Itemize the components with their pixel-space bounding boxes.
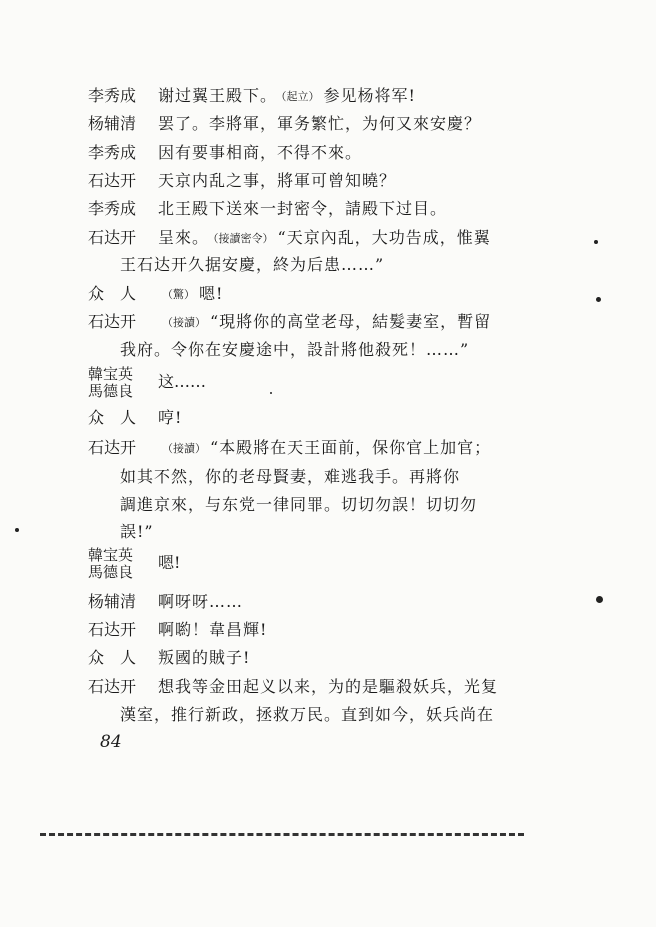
dialogue-line	[88, 171, 396, 191]
continuation-line: 如其不然，你的老母賢妻，难逃我手。再將你	[120, 467, 461, 486]
scan-rule-line	[40, 833, 524, 836]
stage-direction: （接讀密令）	[213, 232, 274, 245]
speaker: 李秀成	[88, 86, 137, 105]
dialogue-line	[88, 592, 243, 612]
dialogue-line	[88, 143, 362, 163]
stage-direction: （接讀）	[162, 316, 206, 329]
speaker: 馬德良	[88, 563, 134, 581]
speech-text: 叛國的賊子!	[158, 648, 251, 667]
stage-direction: （起立）	[281, 90, 320, 103]
continuation-line: 漢室，推行新政，拯救万民。直到如今，妖兵尚在	[120, 705, 495, 724]
speech-text: 罢了。李將軍，軍务繁忙，为何又來安慶？	[158, 114, 482, 133]
speaker: 石达开	[88, 677, 137, 696]
speech-text: 哼!	[158, 408, 183, 427]
speaker: 韓宝英	[88, 365, 134, 383]
dialogue-line	[88, 408, 182, 428]
scan-speck	[270, 392, 272, 394]
stage-direction: （驚）	[162, 288, 195, 301]
speaker: 杨辅清	[88, 114, 137, 133]
speaker: 众 人	[88, 648, 137, 667]
speech-text: “天京內乱，大功告成，惟翼	[277, 228, 491, 247]
scan-speck	[596, 297, 601, 302]
speech-text: “現將你的高堂老母，結髮妻室，暫留	[210, 312, 492, 331]
continuation-line: 誤!”	[120, 522, 154, 541]
speech-text: 啊喲！韋昌輝!	[158, 620, 268, 639]
speaker: 韓宝英	[88, 546, 134, 564]
speech-text: 呈來。	[158, 228, 210, 247]
dialogue-line	[88, 648, 250, 668]
dialogue-line	[88, 114, 481, 134]
speaker: 石达开	[88, 438, 137, 457]
continuation-line: 我府。令你在安慶途中，設計將他殺死！……”	[120, 340, 470, 359]
dual-speaker	[88, 547, 133, 581]
speaker: 石达开	[88, 312, 137, 331]
dialogue-line	[88, 86, 416, 107]
speech-text: “本殿將在天王面前，保你官上加官；	[210, 438, 492, 457]
speech-text: 天京内乱之事，將軍可曾知曉？	[158, 171, 397, 190]
continuation-line: 調進京來，与东党一律同罪。切切勿誤！切切勿	[120, 495, 478, 514]
dialogue-line	[88, 620, 267, 640]
speaker: 李秀成	[88, 199, 137, 218]
dialogue-line	[88, 284, 223, 305]
speaker: 众 人	[88, 408, 137, 427]
speech-text: 参见杨将军!	[323, 86, 416, 105]
speaker: 石达开	[88, 228, 137, 247]
speech-text: 想我等金田起义以来，为的是驅殺妖兵，光复	[158, 677, 499, 696]
speech-text: 啊呀呀……	[158, 592, 244, 611]
speaker: 众 人	[88, 284, 137, 303]
scan-speck	[596, 596, 603, 603]
speaker: 石达开	[88, 620, 137, 639]
speech-text: 嗯!	[158, 553, 181, 572]
speaker: 馬德良	[88, 382, 134, 400]
dialogue-line	[88, 677, 498, 697]
scan-speck	[594, 240, 598, 244]
dialogue-line	[88, 438, 491, 459]
speech-text: 嗯!	[199, 284, 224, 303]
speaker: 杨辅清	[88, 592, 137, 611]
continuation-line: 王石达开久据安慶，終为后患……”	[120, 255, 385, 274]
speaker: 石达开	[88, 171, 137, 190]
speech-text: 北王殿下送來一封密令，請殿下过目。	[158, 199, 448, 218]
dialogue-line	[88, 312, 491, 333]
stage-direction: （接讀）	[162, 442, 206, 455]
speech-text: 谢过翼王殿下。	[158, 86, 278, 105]
speaker: 李秀成	[88, 143, 137, 162]
dialogue-line	[88, 228, 491, 249]
dialogue-line	[88, 199, 447, 219]
dual-speaker	[88, 366, 133, 400]
scan-speck	[15, 528, 19, 532]
speech-text: 这……	[158, 372, 207, 391]
speech-text: 因有要事相商，不得不來。	[158, 143, 363, 162]
page-number: 84	[100, 732, 122, 752]
